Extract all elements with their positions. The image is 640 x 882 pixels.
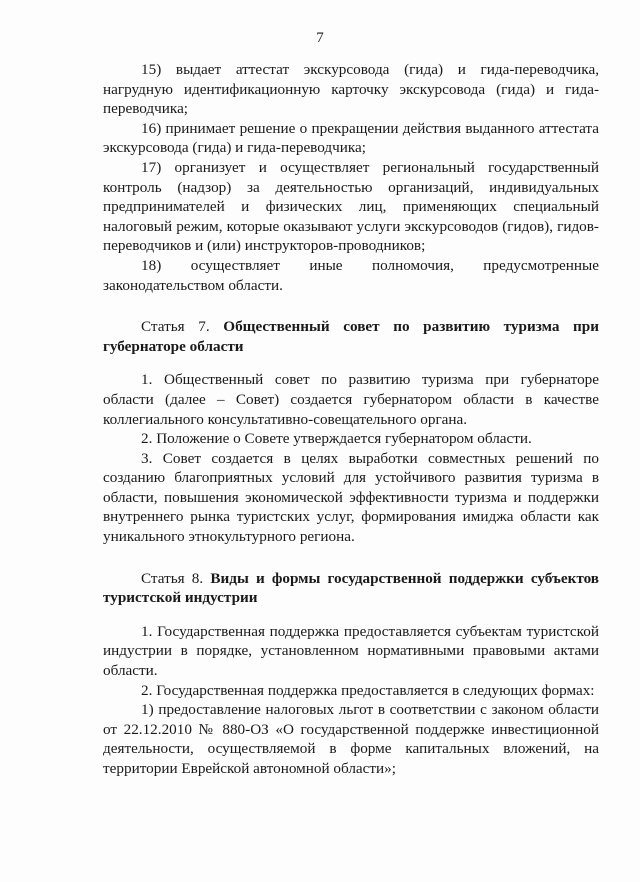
list-item-number: 15) xyxy=(141,61,162,78)
list-item-text: организует и осуществляет региональный государственный контроль (надзор) за деятельностью организаций, индивидуальных предпринимателей и физических лиц, применяющих специальный налоговый режим, которые оказывают услуги экскурсоводов (гидов), гидов-переводчиков и (или) инструкторов-проводников; xyxy=(103,158,600,255)
article-7-paragraph-2: 2. Положение о Совете утверждается губернатором области. xyxy=(141,430,532,448)
section-spacer xyxy=(103,608,599,622)
article-8-paragraph-2: 2. Государственная поддержка предоставляется в следующих формах: xyxy=(141,681,595,699)
article-7-paragraph-1: 1. Общественный совет по развитию туризма при губернаторе области (далее – Совет) создается губернатором области в качестве коллегиального консультативно-совещательного органа. xyxy=(103,371,599,428)
article-title: Общественный совет по развитию туризма при губернаторе области xyxy=(103,318,599,355)
list-item-16 xyxy=(103,119,599,158)
page-number: 7 xyxy=(316,30,324,46)
list-item-number: 16) xyxy=(141,119,162,137)
list-item-text: осуществляет иные полномочия, предусмотренные законодательством области. xyxy=(103,256,599,294)
article-label: Статья 7. xyxy=(141,318,210,336)
article-8-paragraph-1: 1. Государственная поддержка предоставляется субъектам туристской индустрии в порядке, установленном нормативными правовыми актами области. xyxy=(103,622,599,680)
list-item-15 xyxy=(103,60,599,119)
list-item-18 xyxy=(103,256,599,295)
list-item-number: 17) xyxy=(141,158,162,176)
list-item-17 xyxy=(103,158,599,256)
list-item-number: 18) xyxy=(141,256,162,274)
section-spacer xyxy=(103,295,599,317)
article-label: Статья 8. xyxy=(141,569,204,587)
article-8-subitem-1: 1) предоставление налоговых льгот в соответствии с законом области от 22.12.2010 № 880-ОЗ «О государственной поддержке инвестиционной деятельности, осуществляемой в форме капитальных вложений, на территории Еврейской автономной области»; xyxy=(103,701,599,777)
document-body xyxy=(103,60,599,779)
list-item-text: принимает решение о прекращении действия выданного аттестата экскурсовода (гида) и гида-переводчика; xyxy=(103,119,599,157)
article-7-paragraph-3: 3. Совет создается в целях выработки совместных решений по созданию благоприятных условий для устойчивого развития туризма в области, повышения экономической эффективности туризма и поддержки внутреннего рынка туристских услуг, формирования имиджа области как уникального этнокультурного региона. xyxy=(103,449,599,546)
article-7-heading xyxy=(103,317,599,356)
list-item-text: выдает аттестат экскурсовода (гида) и гида-переводчика, нагрудную идентификационную карточку экскурсовода (гида) и гида-переводчика; xyxy=(103,61,599,118)
section-spacer xyxy=(103,547,599,569)
section-spacer xyxy=(103,356,599,370)
article-title: Виды и формы государственной поддержки субъектов туристской индустрии xyxy=(103,569,600,607)
article-8-heading xyxy=(103,569,599,608)
